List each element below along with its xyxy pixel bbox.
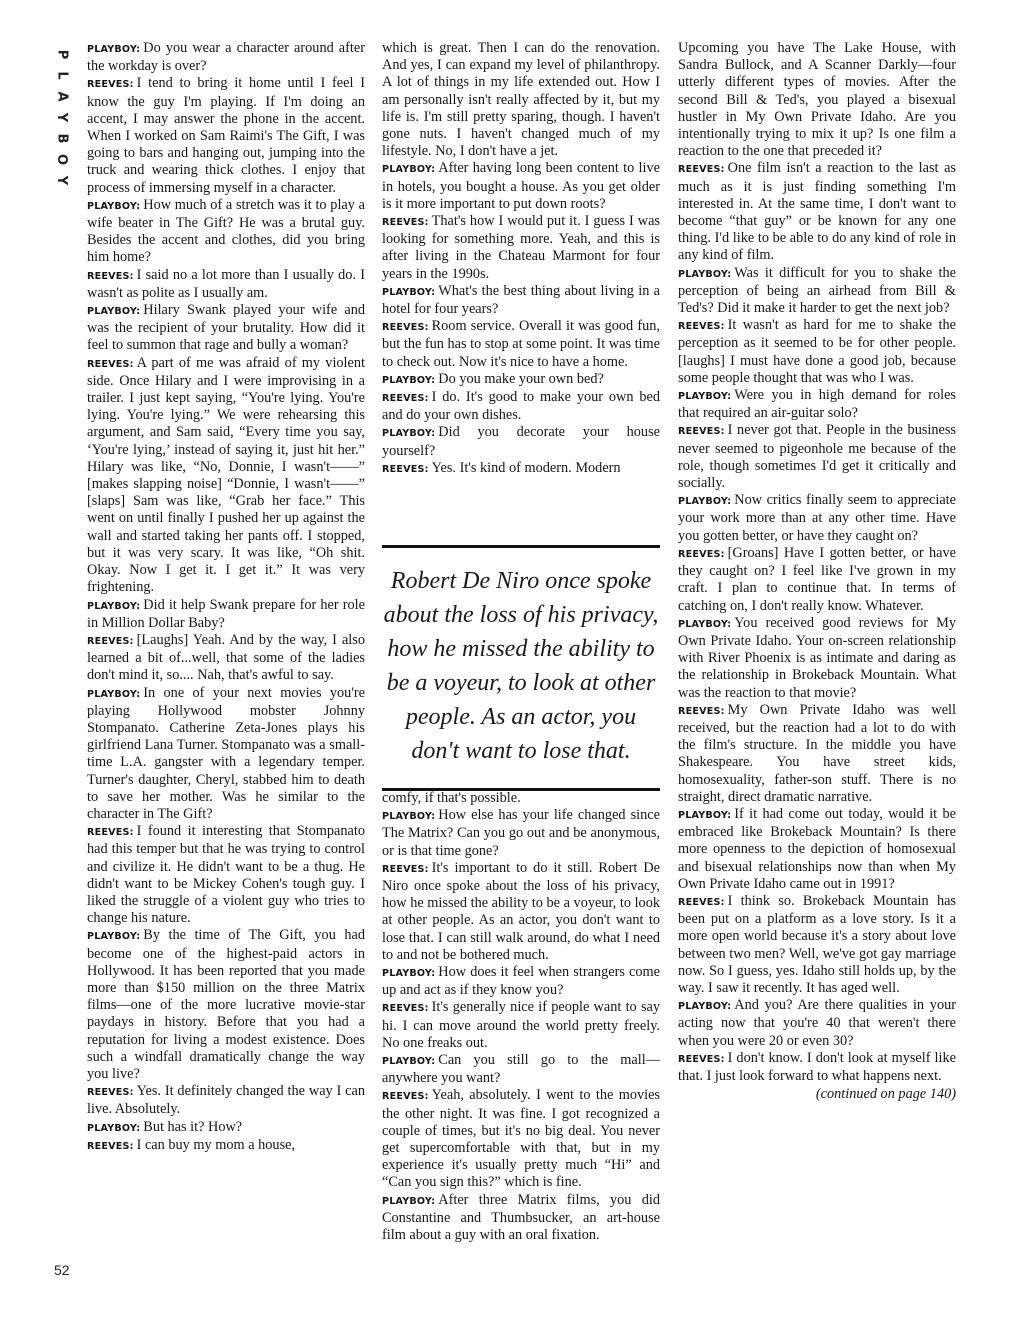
interview-paragraph — [382, 1087, 660, 1191]
paragraph-text: It's generally nice if people want to say hi. I can move around the world pretty freely. No one freaks out. — [382, 999, 660, 1051]
paragraph-text: [Groans] Have I gotten better, or have they caught on? I feel like I've grown in my craft. I plan to continue that. In terms of catching on, I don't really know. Whatever. — [678, 544, 956, 614]
interview-paragraph — [382, 964, 660, 999]
speaker-label: PLAYBOY: — [87, 931, 141, 943]
interview-paragraph — [382, 807, 660, 860]
interview-paragraph — [678, 806, 956, 893]
interview-paragraph — [87, 927, 365, 1083]
paragraph-text: One film isn't a reaction to the last as much as it is just finding something I'm interested in. At the same time, I don't want to become “that guy” or be known for any one thing. I'd like to be able to do any kind of role in any kind of film. — [678, 160, 956, 264]
interview-paragraph — [382, 389, 660, 424]
speaker-label: PLAYBOY: — [382, 164, 436, 176]
interview-paragraph — [382, 40, 660, 160]
speaker-label: PLAYBOY: — [87, 688, 141, 700]
paragraph-text: After having long been content to live in hotels, you bought a house. As you get older is it more important to put down roots? — [382, 160, 660, 212]
paragraph-text: Now critics finally seem to appreciate your work more than at any other time. Have you gotten better, or have they caught on? — [678, 492, 956, 544]
paragraph-text: After three Matrix films, you did Constantine and Thumbsucker, an art-house film about a guy with an oral fixation. — [382, 1191, 660, 1244]
speaker-label: REEVES: — [678, 426, 725, 438]
speaker-label: REEVES: — [382, 863, 429, 875]
interview-paragraph — [87, 302, 365, 355]
speaker-label: REEVES: — [382, 217, 429, 229]
interview-paragraph — [87, 1137, 365, 1155]
speaker-label: PLAYBOY: — [87, 1122, 141, 1134]
interview-paragraph — [678, 387, 956, 422]
masthead-letter: O — [54, 153, 70, 166]
paragraph-text: Yes. It definitely changed the way I can live. Absolutely. — [87, 1083, 365, 1118]
interview-paragraph — [678, 702, 956, 806]
column-2-top — [382, 40, 660, 478]
masthead-letter: Y — [54, 112, 70, 123]
paragraph-text: By the time of The Gift, you had become one of the highest-paid actors in Hollywood. It has been reported that you made more than $150 million on the three Matrix films—one of the more lucrative movie-star paydays in history. Before that you had a reputation for living a modest existence. Does such a windfall dramatically change the way you live? — [87, 927, 365, 1082]
masthead-letter: B — [54, 133, 70, 144]
paragraph-text: Did you decorate your house yourself? — [382, 424, 660, 459]
interview-paragraph — [87, 40, 365, 75]
interview-paragraph — [678, 40, 956, 160]
paragraph-text: Hilary Swank played your wife and was the recipient of your brutality. How did it feel to summon that rage and bully a woman? — [87, 302, 365, 354]
paragraph-text: I tend to bring it home until I feel I know the guy I'm playing. If I'm doing an accent, I may answer the phone in the accent. When I worked on Sam Raimi's The Gift, I was going to bars and hanging out, jumping into the truck and wearing thick clothes. I enjoy that process of immersing myself in a character. — [87, 75, 365, 196]
interview-paragraph — [87, 75, 365, 196]
speaker-label: REEVES: — [678, 164, 725, 176]
interview-paragraph — [382, 160, 660, 213]
paragraph-text: I don't know. I don't look at myself like that. I just look forward to what happens next. — [678, 1049, 956, 1084]
column-2-bottom — [382, 790, 660, 1244]
paragraph-text: You received good reviews for My Own Private Idaho. Your on-screen relationship with River Phoenix is as intimate and daring as the relationship in Brokeback Mountain. What was the reaction to that movie? — [678, 614, 956, 701]
masthead-letter: L — [54, 71, 70, 80]
speaker-label: REEVES: — [678, 321, 725, 333]
interview-paragraph — [678, 997, 956, 1050]
interview-paragraph — [87, 1119, 365, 1137]
masthead-letter: Y — [54, 175, 70, 186]
paragraph-text: How much of a stretch was it to play a wife beater in The Gift? He was a brutal guy. Besides the accent and clothes, did you bring him home? — [87, 196, 365, 266]
interview-paragraph — [382, 424, 660, 459]
speaker-label: REEVES: — [87, 358, 134, 370]
paragraph-text: Was it difficult for you to shake the perception of being an airhead from Bill & Ted's? Did it make it harder to get the next job? — [678, 264, 956, 317]
paragraph-text: I never got that. People in the business never seemed to pigeonhole me because of the role, though sometimes I'd get it critically and socially. — [678, 422, 956, 492]
paragraph-text: But has it? How? — [143, 1118, 243, 1135]
speaker-label: PLAYBOY: — [678, 391, 732, 403]
paragraph-text: If it had come out today, would it be embraced like Brokeback Mountain? Is there more openness to the depiction of homosexual and bisexual relationships now than when My Own Private Idaho came out in 1991? — [678, 805, 956, 892]
interview-paragraph — [382, 213, 660, 283]
interview-paragraph — [87, 1083, 365, 1118]
paragraph-text: In one of your next movies you're playing Hollywood mobster Johnny Stompanato. Catherine Zeta-Jones plays his girlfriend Lana Turner. Stompanato was a small-time L.A. gangster with a legendary temper. Turner's daughter, Cheryl, stabbed him to death to save her mother. Was he similar to the character in The Gift? — [87, 684, 365, 822]
speaker-label: PLAYBOY: — [87, 44, 141, 55]
paragraph-text: I do. It's good to make your own bed and do your own dishes. — [382, 389, 660, 424]
speaker-label: PLAYBOY: — [678, 618, 732, 630]
speaker-label: PLAYBOY: — [382, 1056, 436, 1068]
speaker-label: PLAYBOY: — [382, 1195, 436, 1207]
speaker-label: PLAYBOY: — [678, 268, 732, 280]
playboy-masthead — [52, 44, 72, 191]
speaker-label: PLAYBOY: — [87, 600, 141, 612]
masthead-letter: A — [54, 91, 70, 102]
interview-paragraph — [678, 1050, 956, 1085]
speaker-label: REEVES: — [87, 79, 134, 91]
speaker-label: REEVES: — [87, 827, 134, 839]
paragraph-text: I said no a lot more than I usually do. I wasn't as polite as I usually am. — [87, 266, 365, 301]
paragraph-text: How does it feel when strangers come up and act as if they know you? — [382, 964, 660, 999]
paragraph-text: How else has your life changed since The Matrix? Can you go out and be anonymous, or is that time gone? — [382, 807, 660, 859]
speaker-label: PLAYBOY: — [382, 286, 436, 298]
interview-paragraph — [678, 492, 956, 545]
paragraph-text: Yes. It's kind of modern. Modern — [431, 459, 621, 476]
paragraph-text: Room service. Overall it was good fun, but the fun has to stop at some point. It was time to check out. Now it's nice to have a home. — [382, 318, 660, 370]
pull-quote: Robert De Niro once spoke about the loss of his privacy, how he missed the ability to be a voyeur, to look at other people. As an actor, you don't want to lose that. — [382, 545, 660, 791]
interview-paragraph — [382, 460, 660, 478]
speaker-label: PLAYBOY: — [678, 496, 732, 508]
speaker-label: REEVES: — [382, 1091, 429, 1103]
speaker-label: REEVES: — [678, 896, 725, 908]
interview-paragraph — [678, 317, 956, 387]
paragraph-text: That's how I would put it. I guess I was looking for something more. Yeah, and this is after living in the Chateau Marmont for four years in the 1990s. — [382, 213, 660, 282]
paragraph-text: Do you make your own bed? — [438, 370, 604, 387]
paragraph-text: A part of me was afraid of my violent side. Once Hilary and I were improvising in a trailer. I just kept saying, “You're lying. You're lying. You're lying.” We were rehearsing this argument, and Sam said, “Every time you say, ‘You're lying,’ instead of saying it, just hit her.” Hilary was like, “No, Donnie, I wasn't——” [makes slapping noise] “Donnie, I wasn't——” [slaps] Sam was like, “Grab her face.” This went on until finally I pushed her up against the wall and started taking her pants off. I stopped, but it was very scary. It was like, “Oh shit. Okay. Now I get it. I get it.” It was very frightening. — [87, 354, 365, 596]
speaker-label: REEVES: — [382, 1003, 429, 1015]
interview-paragraph — [382, 1052, 660, 1087]
paragraph-text: which is great. Then I can do the renovation. And yes, I can expand my level of philanthropy. A lot of things in my life extended out. How I am personally isn't really affected by it, but my life is. I'm still pretty sparing, though. I haven't gone nuts. I haven't changed much of my lifestyle. No, I don't have a jet. — [382, 40, 660, 160]
masthead-letter: P — [54, 49, 70, 60]
column-1 — [87, 40, 365, 1155]
interview-paragraph — [87, 685, 365, 824]
interview-paragraph — [678, 422, 956, 492]
page-number: 52 — [54, 1262, 70, 1278]
speaker-label: PLAYBOY: — [678, 1001, 732, 1013]
column-2 — [382, 40, 660, 1244]
paragraph-text: Can you still go to the mall—anywhere you want? — [382, 1052, 660, 1087]
interview-paragraph — [382, 790, 660, 807]
speaker-label: REEVES: — [87, 1140, 134, 1152]
paragraph-text: And you? Are there qualities in your acting now that you're 40 that weren't there when you were 20 or even 30? — [678, 997, 956, 1049]
paragraph-text: What's the best thing about living in a hotel for four years? — [382, 282, 660, 318]
speaker-label: REEVES: — [678, 705, 725, 717]
interview-paragraph — [382, 318, 660, 371]
interview-paragraph — [87, 267, 365, 302]
paragraph-text: Do you wear a character around after the workday is over? — [87, 40, 365, 75]
speaker-label: REEVES: — [87, 635, 134, 647]
interview-paragraph — [87, 823, 365, 927]
interview-paragraph — [382, 283, 660, 318]
paragraph-text: Yeah, absolutely. I went to the movies the other night. It was fine. I got recognized a couple of times, but it's no big deal. You never get supercomfortable with that, but in my experience it's usually pretty much “Hi” and “Can you sign this?” which is fine. — [382, 1087, 660, 1191]
paragraph-text: Did it help Swank prepare for her role in Million Dollar Baby? — [87, 596, 365, 631]
interview-paragraph — [87, 632, 365, 685]
interview-paragraph — [382, 371, 660, 389]
paragraph-text: I think so. Brokeback Mountain has been put on a platform as a love story. Is it a more open world because it's a story about love between two men? Well, we've got gay marriage now. So I guess, yes. Idaho still holds up, by the way. I saw it recently. It has aged well. — [678, 892, 956, 996]
paragraph-text: Were you in high demand for roles that required an air-guitar solo? — [678, 387, 956, 422]
speaker-label: PLAYBOY: — [87, 200, 141, 212]
interview-paragraph — [87, 355, 365, 597]
interview-paragraph — [678, 893, 956, 997]
speaker-label: REEVES: — [382, 322, 429, 334]
speaker-label: REEVES: — [382, 393, 429, 405]
speaker-label: REEVES: — [678, 548, 725, 560]
interview-paragraph — [678, 160, 956, 264]
paragraph-text: comfy, if that's possible. — [382, 790, 521, 806]
interview-paragraph — [87, 197, 365, 267]
paragraph-text: My Own Private Idaho was well received, but the reaction had a lot to do with the film's structure. In the middle you have Shakespeare. You have street kids, homosexuality, father-son stuff. There is no straight, direct dramatic narrative. — [678, 701, 956, 805]
interview-paragraph — [678, 265, 956, 318]
paragraph-text: It's important to do it still. Robert De Niro once spoke about the loss of his privacy, how he missed the ability to be a voyeur, to look at other people. As an actor, you don't want to lose that. I can still walk around, do what I need to and not be bothered much. — [382, 859, 660, 963]
paragraph-text: I can buy my mom a house, — [136, 1136, 296, 1153]
paragraph-text: It wasn't as hard for me to shake the perception as it seemed to be for other people. [laughs] I must have done a good job, because some people thought that was who I was. — [678, 317, 956, 386]
interview-paragraph — [382, 860, 660, 964]
interview-paragraph — [382, 999, 660, 1052]
speaker-label: PLAYBOY: — [382, 968, 436, 980]
paragraph-text: [Laughs] Yeah. And by the way, I also learned a bit of...well, that some of the ladies don't mind it, so.... Nah, that's awful to say. — [87, 631, 365, 684]
interview-paragraph — [87, 597, 365, 632]
speaker-label: REEVES: — [87, 1087, 134, 1099]
speaker-label: REEVES: — [382, 463, 429, 475]
speaker-label: PLAYBOY: — [382, 374, 436, 386]
paragraph-text: I found it interesting that Stompanato had this temper but that he was trying to control and civilize it. He didn't want to be a thug. He didn't want to be Mickey Cohen's tough guy. I liked the struggle of a violent guy who tries to change his nature. — [87, 823, 365, 927]
speaker-label: PLAYBOY: — [382, 428, 436, 440]
interview-paragraph — [678, 615, 956, 702]
speaker-label: REEVES: — [87, 270, 134, 282]
speaker-label: PLAYBOY: — [678, 809, 732, 821]
paragraph-text: Upcoming you have The Lake House, with Sandra Bullock, and A Scanner Darkly—four utterly different types of movies. After the second Bill & Ted's, you played a bisexual hustler in My Own Private Idaho. Are you intentionally trying to mix it up? Is one film a reaction to the one that preceded it? — [678, 40, 956, 160]
column-3 — [678, 40, 956, 1103]
interview-paragraph — [678, 545, 956, 615]
speaker-label: REEVES: — [678, 1053, 725, 1065]
speaker-label: PLAYBOY: — [382, 811, 436, 823]
interview-paragraph — [382, 1192, 660, 1245]
speaker-label: PLAYBOY: — [87, 306, 141, 318]
continued-note: (continued on page 140) — [815, 1086, 956, 1103]
